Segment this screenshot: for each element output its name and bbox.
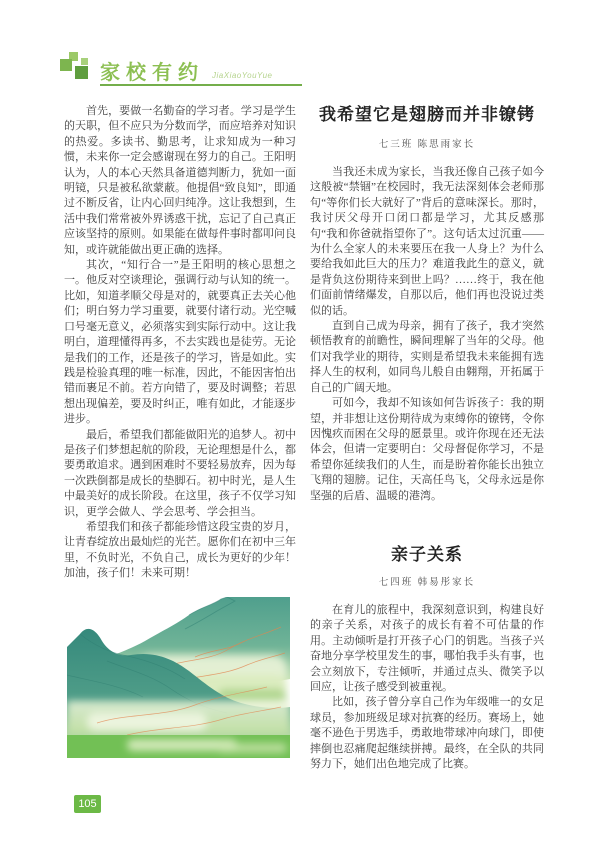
article-byline: 七三班 陈思雨家长: [378, 140, 476, 150]
article-byline: 七四班 韩易彤家长: [378, 577, 476, 588]
publication-subtitle: JiaXiaoYouYue: [212, 71, 273, 80]
article-wings-not-shackles: [310, 100, 544, 504]
paragraph: 直到自己成为母亲，拥有了孩子，我才突然顿悟教育的前瞻性，瞬间理解了当年的父母。他们对我学业的期待，实则是希望我未来能拥有选择人生的权利，如同鸟儿般自由翱翔，开拓属于自己的广阔天地。: [310, 320, 544, 394]
publication-title: 家校有约: [100, 62, 204, 84]
article-title: 亲子关系: [391, 544, 463, 564]
article-title: 我希望它是翅膀而并非镣铐: [319, 105, 535, 124]
paragraph: 在育儿的旅程中，我深刻意识到，构建良好的亲子关系，对孩子的成长有着不可估量的作用。主动倾听是打开孩子心门的钥匙。当孩子兴奋地分享学校里发生的事，哪怕我手头有事，也会立刻放下，专注倾听，并通过点头、微笑予以回应，让孩子感受到被重视。: [310, 603, 544, 693]
paragraph: 当我还未成为家长，当我还像自己孩子如今这般被“禁锢”在校园时，我无法深刻体会老师那句“等你们长大就好了”背后的意味深长。那时，我讨厌父母开口闭口都是学习，尤其反感那句“我和你爸就指望你了”。这句话太过沉重——为什么全家人的未来要压在我一人身上？为什么要给我如此巨大的压力？难道我此生的意义，就是背负这份期待来到世上吗？……终于，我在他们面前情绪爆发，自那以后，他们再也没说过类似的话。: [310, 166, 544, 317]
paragraph: 首先，要做一名勤奋的学习者。学习是学生的天职，但不应只为分数而学，而应培养对知识的热爱。多读书、勤思考，让求知成为一种习惯，未来你一定会感谢现在努力的自己。王阳明认为，人的本心天然具备道德判断力，犹如一面明镜，只是被私欲蒙蔽。他提倡“致良知”，即通过不断反省，让内心回归纯净。这让我想到，生活中我们常常被外界诱惑干扰，忘记了自己真正应该坚持的原则。如果能在做每件事时都叩问良知，或许就能做出更正确的选择。: [64, 105, 296, 256]
header-rule: [100, 84, 302, 86]
paragraph: 希望我们和孩子都能珍惜这段宝贵的岁月，让青春绽放出最灿烂的光芒。愿你们在初中三年里，不负时光，不负自己，成长为更好的少年！加油，孩子们！未来可期！: [64, 520, 296, 580]
paragraph: 其次，“知行合一”是王阳明的核心思想之一。他反对空谈理论，强调行动与认知的统一。比如，知道孝顺父母是对的，就要真正去关心他们；明白努力学习重要，就要付诸行动。光空喊口号毫无意义，必须落实到实际行动中。这让我明白，道理懂得再多，不去实践也是徒劳。无论是我们的工作，还是孩子的学习，皆是如此。实践是检验真理的唯一标准，因此，不能因害怕出错而裹足不前。若方向错了，要及时调整；若思想出现偏差，要及时纠正，唯有如此，才能逐步进步。: [64, 259, 296, 426]
right-column: [310, 100, 544, 772]
article-parent-child-relationship: [310, 540, 544, 772]
left-column: [64, 104, 296, 582]
page-number-badge: 105: [74, 795, 101, 813]
paragraph: 比如，孩子曾分享自己作为年级唯一的女足球员，参加班级足球对抗赛的经历。赛场上，她毫不逊色于男选手，勇敢地带球冲向球门，即使摔倒也忍痛爬起继续拼搏。最终，在全队的共同努力下，她们出色地完成了比赛。: [310, 696, 544, 770]
brand-squares-logo-icon: [60, 50, 96, 91]
green-mountain-landscape-illustration: [67, 597, 290, 758]
paragraph: 可如今，我却不知该如何告诉孩子：我的期望，并非想让这份期待成为束缚你的镣铐，令你因愧疚而困在父母的愿景里。或许你现在还无法体会，但请一定要明白：父母督促你学习，不是希望你延续我们的人生，而是盼着你能长出独立飞翔的翅膀。记住，天高任鸟飞，父母永远是你坚强的后盾、温暖的港湾。: [310, 397, 544, 502]
paragraph: 最后，希望我们都能做阳光的追梦人。初中是孩子们梦想起航的阶段，无论理想是什么，都要勇敢追求。遇到困难时不要轻易放弃，因为每一次跌倒都是成长的垫脚石。初中时光，是人生中最美好的成长阶段。在这里，孩子不仅学习知识，更学会做人、学会思考、学会担当。: [64, 428, 296, 518]
